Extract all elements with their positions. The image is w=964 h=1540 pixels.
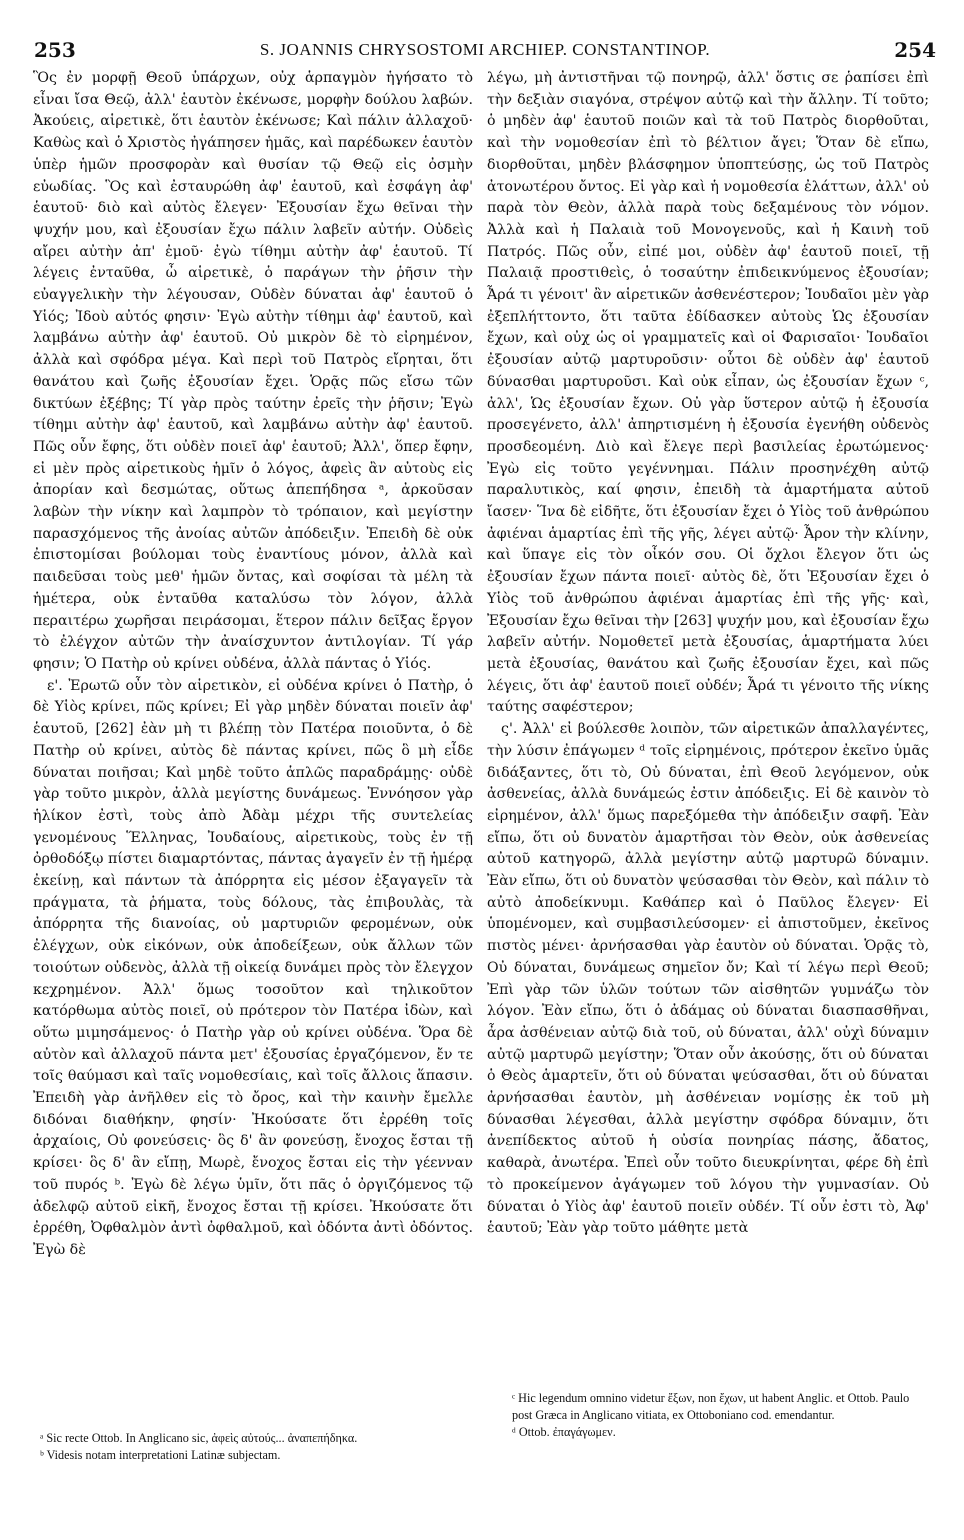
left-column (33, 68, 473, 1262)
footnote-c: ᶜ Hic legendum omnino videtur ἔξων, non ἔχων, ut habent Anglic. et Ottob. Paulo post Græca in Anglicano vitiata, ex Ottoboniano cod. emendantur. (512, 1391, 910, 1422)
footnote-d: ᵈ Ottob. ἐπαγάγωμεν. (512, 1425, 616, 1439)
running-title: S. JOANNIS CHRYSOSTOMI ARCHIEP. CONSTANTINOP. (259, 40, 711, 59)
footnote-b: ᵇ Videsis notam interpretationi Latinæ subjectam. (40, 1448, 281, 1462)
footnote-a: ᵃ Sic recte Ottob. In Anglicano sic, ἀφεὶς αὐτούς... ἀναπεπήδηκα. (40, 1431, 358, 1445)
right-paragraph-1: λέγω, μὴ ἀντιστῆναι τῷ πονηρῷ, ἀλλ' ὅστις σε ῥαπίσει ἐπὶ τὴν δεξιὰν σιαγόνα, στρέψον αὐτῷ καὶ τὴν ἄλλην. Τί τοῦτο; ὁ μηδὲν ἀφ' ἑαυτοῦ ποιῶν καὶ τὰ τοῦ Πατρὸς διορθοῦται, καὶ τὴν νομοθεσίαν ἐπὶ τὸ βέλτιον ἄγει; Ὅταν δὲ εἴπω, διορθοῦται, μηδὲν βλάσφημον ὑποπτεύσῃς, ὡς τοῦ Πατρὸς ἀτονωτέρου ὄντος. Εἰ γὰρ καὶ ἡ νομοθεσία ἐλάττων, ἀλλ' οὐ παρὰ τὸν Θεὸν, ἀλλὰ παρὰ τοὺς δεξαμένους τὸν νόμον. Ἀλλὰ καὶ ἡ Παλαιὰ τοῦ Μονογενοῦς, καὶ ἡ Καινὴ τοῦ Πατρός. Πῶς οὖν, εἰπέ μοι, οὐδὲν ἀφ' ἑαυτοῦ ποιεῖ, τῇ Παλαιᾷ προστιθεὶς, ὁ τοσαύτην ἐπιδεικνύμενος ἐξουσίαν; Ἆρά τι γένοιτ' ἂν αἱρετικῶν ἀσθενέστερον; Ἰουδαῖοι μὲν γὰρ ἐξεπλήττοντο, ὅτι ταῦτα ἐδίδασκεν αὐτοὺς Ὡς ἐξουσίαν ἔχων, καὶ οὐχ ὡς οἱ γραμματεῖς καὶ οἱ Φαρισαῖοι· Ἰουδαῖοι ἐξουσίαν αὐτῷ μαρτυροῦσιν· οὗτοι δὲ οὐδὲν ἀφ' ἑαυτοῦ δύνασθαι μαρτυροῦσι. Καὶ οὐκ εἶπαν, ὡς ἐξουσίαν ἔχων ᶜ, ἀλλ', Ὡς ἐξουσίαν ἔχων. Οὐ γὰρ ὕστερον αὐτῷ ἡ ἐξουσία προσεγένετο, ἀλλ' ἀπηρτισμένη ἡ ἐξουσία ἐγενήθη οὐδενὸς προσδεομένη. Διὸ καὶ ἔλεγε περὶ βασιλείας ἐρωτώμενος· Ἐγὼ εἰς τοῦτο γεγέννημαι. Πάλιν προσηνέχθη αὐτῷ παραλυτικὸς, καί φησιν, ἐπειδὴ τὰ ἁμαρτήματα αὐτοῦ ἴασεν· Ἵνα δὲ εἰδῆτε, ὅτι ἐξουσίαν ἔχει ὁ Υἱὸς τοῦ ἀνθρώπου ἀφιέναι ἁμαρτίας ἐπὶ τῆς γῆς, λέγει αὐτῷ· Ἆρον τὴν κλίνην, καὶ ὕπαγε εἰς τὸν οἶκόν σου. Οἱ ὄχλοι ἔλεγον ὅτι ὡς ἐξουσίαν ἔχων πάντα ποιεῖ· αὐτὸς δὲ, ὅτι Ἐξουσίαν ἔχει ὁ Υἱὸς τοῦ ἀνθρώπου ἀφιέναι ἁμαρτίας ἐπὶ τῆς γῆς· καὶ, Ἐξουσίαν ἔχω θεῖναι τὴν [263] ψυχήν μου, καὶ ἐξουσίαν ἔχω λαβεῖν αὐτήν. Νομοθετεῖ μετὰ ἐξουσίας, ἁμαρτήματα λύει μετὰ ἐξουσίας, θανάτου καὶ ζωῆς ἐξουσίαν ἔχει, καὶ πῶς λέγεις, ὅτι ἀφ' ἑαυτοῦ ποιεῖ οὐδέν; Ἆρά τι γένοιτο τῆς νίκης ταύτης σαφέστερον; (487, 70, 929, 716)
footnotes-right (512, 1390, 932, 1441)
page-header (30, 38, 940, 64)
right-paragraph-2: ς'. Ἀλλ' εἰ βούλεσθε λοιπὸν, τῶν αἱρετικῶν ἀπαλλαγέντες, τὴν λύσιν ἐπάγωμεν ᵈ τοῖς εἰρημένοις, πρότερον ἐκεῖνο ὑμᾶς διδάξαντες, ὅτι τὸ, Οὐ δύναται, ἐπὶ Θεοῦ λεγόμενον, οὐκ ἀσθενείας, ἀλλὰ δυνάμεώς ἐστιν ἀπόδειξις. Εἰ δὲ καινὸν τὸ εἰρημένον, ἀλλ' ὅμως παρεξόμεθα τὴν ἀπόδειξιν σαφῆ. Ἐὰν εἴπω, ὅτι οὐ δυνατὸν ἁμαρτῆσαι τὸν Θεὸν, οὐκ ἀσθενείας αὐτοῦ κατηγορῶ, ἀλλὰ μεγίστην αὐτῷ μαρτυρῶ δύναμιν. Ἐὰν εἴπω, ὅτι οὐ δυνατὸν ψεύσασθαι τὸν Θεὸν, καὶ πάλιν τὸ αὐτὸ ἀποδείκνυμι. Καθάπερ καὶ ὁ Παῦλος ἔλεγεν· Εἰ ὑπομένομεν, καὶ συμβασιλεύσομεν· εἰ ἀπιστοῦμεν, ἐκεῖνος πιστὸς μένει· ἀρνήσασθαι γὰρ ἑαυτὸν οὐ δύναται. Ὁρᾷς τὸ, Οὐ δύναται, δυνάμεως σημεῖον ὄν; Καὶ τί λέγω περὶ Θεοῦ; Ἐπὶ γὰρ τῶν ὑλῶν τούτων τῶν αἰσθητῶν γυμνάζω τὸν λόγον. Ἐὰν εἴπω, ὅτι ὁ ἀδάμας οὐ δύναται διασπασθῆναι, ἆρα ἀσθένειαν αὐτῷ διὰ τοῦ, οὐ δύναται, ἀλλ' οὐχὶ δύναμιν αὐτῷ μαρτυρῶ μεγίστην; Ὅταν οὖν ἀκούσῃς, ὅτι οὐ δύναται ὁ Θεὸς ἁμαρτεῖν, ὅτι οὐ δύναται ψεύσασθαι, ὅτι οὐ δύναται ἀρνήσασθαι ἑαυτὸν, μὴ ἀσθένειαν νομίσῃς ἐκ τοῦ μὴ δύνασθαι λέγεσθαι, ἀλλὰ μεγίστην σφόδρα δύναμιν, ὅτι ἀνεπίδεκτος αὐτοῦ ἡ οὐσία πονηρίας πάσης, ἄδατος, καθαρὰ, ἀνωτέρα. Ἐπεὶ οὖν τοῦτο διευκρίνηται, φέρε δὴ ἐπὶ τὸ προκείμενον ἀγάγωμεν τοῦ λόγου τὴν γυμνασίαν. Οὐ δύναται ὁ Υἱὸς ἀφ' ἑαυτοῦ ποιεῖν οὐδέν. Τί οὖν ἐστι τὸ, Ἀφ' ἑαυτοῦ; Ἐὰν γὰρ τοῦτο μάθητε μετὰ (487, 721, 929, 1237)
right-column (487, 68, 929, 1240)
page-number-right: 254 (894, 38, 936, 62)
left-paragraph-2: ε'. Ἐρωτῶ οὖν τὸν αἱρετικὸν, εἰ οὐδένα κρίνει ὁ Πατὴρ, ὁ δὲ Υἱὸς κρίνει, πῶς κρίνει; Εἰ γὰρ μηδὲν δύναται ποιεῖν ἀφ' ἑαυτοῦ, [262] ἐὰν μὴ τι βλέπῃ τὸν Πατέρα ποιοῦντα, ὁ δὲ Πατὴρ οὐ κρίνει, αὐτὸς δὲ πάντας κρίνει, πῶς ὃ μὴ εἶδε δύναται ποιῆσαι; Καὶ μηδὲ τοῦτο ἁπλῶς παραδράμῃς· οὐδὲ γὰρ τοῦτο μικρὸν, ἀλλὰ μεγίστης δυνάμεως. Ἐννόησον γὰρ ἡλίκον ἐστὶ, τοὺς ἀπὸ Ἀδὰμ μέχρι τῆς συντελείας γενομένους Ἕλληνας, Ἰουδαίους, αἱρετικοὺς, τοὺς ἐν τῇ ὀρθοδόξῳ πίστει διαμαρτόντας, πάντας ἀγαγεῖν ἐν τῇ ἡμέρᾳ ἐκείνῃ, καὶ πάντων τὰ ἀπόρρητα εἰς μέσον ἐξαγαγεῖν τὰ πράγματα, τὰ ῥήματα, τοὺς δόλους, τὰς ἐπιβουλὰς, τὰ ἀπόρρητα τῆς διανοίας, οὐ μαρτυριῶν φερομένων, οὐκ ἐλέγχων, οὐκ εἰκόνων, οὐκ ἀποδείξεων, οὐκ ἄλλων τῶν τοιούτων οὐδενὸς, ἀλλὰ τῇ οἰκείᾳ δυνάμει πρὸς τὸν ἔλεγχον κεχρημένον. Ἀλλ' ὅμως τοσοῦτον καὶ τηλικοῦτον κατόρθωμα αὐτὸς ποιεῖ, οὐ πρότερον τὸν Πατέρα ἰδὼν, καὶ οὕτω μιμησάμενος· ὁ Πατὴρ γὰρ οὐ κρίνει οὐδένα. Ὅρα δὲ αὐτὸν καὶ ἀλλαχοῦ πάντα μετ' ἐξουσίας ἐργαζόμενον, ἔν τε τοῖς θαύμασι καὶ ταῖς νομοθεσίαις, καὶ τοῖς ἄλλοις ἅπασιν. Ἐπειδὴ γὰρ ἀνῆλθεν εἰς τὸ ὄρος, καὶ τὴν καινὴν ἔμελλε διδόναι διαθήκην, φησίν· Ἠκούσατε ὅτι ἐρρέθη τοῖς ἀρχαίοις, Οὐ φονεύσεις· ὃς δ' ἂν φονεύσῃ, ἔνοχος ἔσται τῇ κρίσει· ὃς δ' ἂν εἴπῃ, Μωρὲ, ἔνοχος ἔσται εἰς τὴν γέενναν τοῦ πυρός ᵇ. Ἐγὼ δὲ λέγω ὑμῖν, ὅτι πᾶς ὁ ὀργιζόμενος τῷ ἀδελφῷ αὐτοῦ εἰκῆ, ἔνοχος ἔσται τῇ κρίσει. Ἠκούσατε ὅτι ἐρρέθη, Ὀφθαλμὸν ἀντὶ ὀφθαλμοῦ, καὶ ὀδόντα ἀντὶ ὀδόντος. Ἐγὼ δὲ (33, 677, 473, 1258)
page-number-left: 253 (34, 38, 76, 62)
left-paragraph-1: Ὃς ἐν μορφῇ Θεοῦ ὑπάρχων, οὐχ ἁρπαγμὸν ἡγήσατο τὸ εἶναι ἴσα Θεῷ, ἀλλ' ἑαυτὸν ἐκένωσε, μορφὴν δούλου λαβών. Ἀκούεις, αἱρετικὲ, ὅτι ἑαυτὸν ἐκένωσε; Καὶ πάλιν ἀλλαχοῦ· Καθὼς καὶ ὁ Χριστὸς ἠγάπησεν ἡμᾶς, καὶ παρέδωκεν ἑαυτὸν ὑπὲρ ἡμῶν προσφορὰν καὶ θυσίαν τῷ Θεῷ εἰς ὀσμὴν εὐωδίας. Ὃς καὶ ἐσταυρώθη ἀφ' ἑαυτοῦ, καὶ ἐσφάγη ἀφ' ἑαυτοῦ· διὸ καὶ αὐτὸς ἔλεγεν· Ἐξουσίαν ἔχω θεῖναι τὴν ψυχήν μου, καὶ ἐξουσίαν ἔχω πάλιν λαβεῖν αὐτήν. Οὐδεὶς αἴρει αὐτὴν ἀπ' ἐμοῦ· ἐγὼ τίθημι αὐτὴν ἀφ' ἑαυτοῦ. Τί λέγεις ἐνταῦθα, ὦ αἱρετικὲ, ὁ παράγων τὴν ῥῆσιν τὴν εὐαγγελικὴν τὴν λέγουσαν, Οὐδὲν δύναται ἀφ' ἑαυτοῦ ὁ Υἱός; Ἰδοὺ αὐτός φησιν· Ἐγὼ αὐτὴν τίθημι ἀφ' ἑαυτοῦ, καὶ λαμβάνω αὐτὴν ἀφ' ἑαυτοῦ. Οὐ μικρὸν δὲ τὸ εἰρημένον, ἀλλὰ καὶ σφόδρα μέγα. Καὶ περὶ τοῦ Πατρὸς εἴρηται, ὅτι θανάτου καὶ ζωῆς ἐξουσίαν ἔχει. Ὁρᾷς πῶς εἴσω τῶν δικτύων ἐξέβης; Τί γὰρ πρὸς ταύτην ἐρεῖς τὴν ῥῆσιν; Ἐγὼ τίθημι αὐτὴν ἀφ' ἑαυτοῦ, καὶ λαμβάνω αὐτὴν ἀφ' ἑαυτοῦ. Πῶς οὖν ἔφης, ὅτι οὐδὲν ποιεῖ ἀφ' ἑαυτοῦ; Ἀλλ', ὅπερ ἔφην, εἰ μὲν πρὸς αἱρετικοὺς ἡμῖν ὁ λόγος, ἀφεὶς ἂν αὐτοὺς εἰς ἀπορίαν καὶ δεσμώτας, οὕτως ἀπεπήδησα ᵃ, ἀρκοῦσαν λαβὼν τὴν νίκην καὶ λαμπρὸν τὸ τρόπαιον, καὶ μεγίστην παρασχόμενος τῆς ἀνοίας αὐτῶν ἀπόδειξιν. Ἐπειδὴ δὲ οὐκ ἐπιστομίσαι βούλομαι τοὺς ἐναντίους μόνον, ἀλλὰ καὶ παιδεῦσαι τοὺς μεθ' ἡμῶν ὄντας, καὶ σοφίσαι τὰ μέλη τὰ ἡμέτερα, οὐκ ἐνταῦθα καταλύσω τὸν λόγον, ἀλλὰ περαιτέρω χωρῆσαι πειράσομαι, ἕτερον πάλιν δεῖξας ἔργον τὸ ἐλέγχον αὐτῶν τὴν ἀναίσχυντον ἀντιλογίαν. Τί γάρ φησιν; Ὁ Πατὴρ οὐ κρίνει οὐδένα, ἀλλὰ πάντας ὁ Υἱός. (33, 70, 473, 672)
footnotes-left (40, 1430, 470, 1464)
